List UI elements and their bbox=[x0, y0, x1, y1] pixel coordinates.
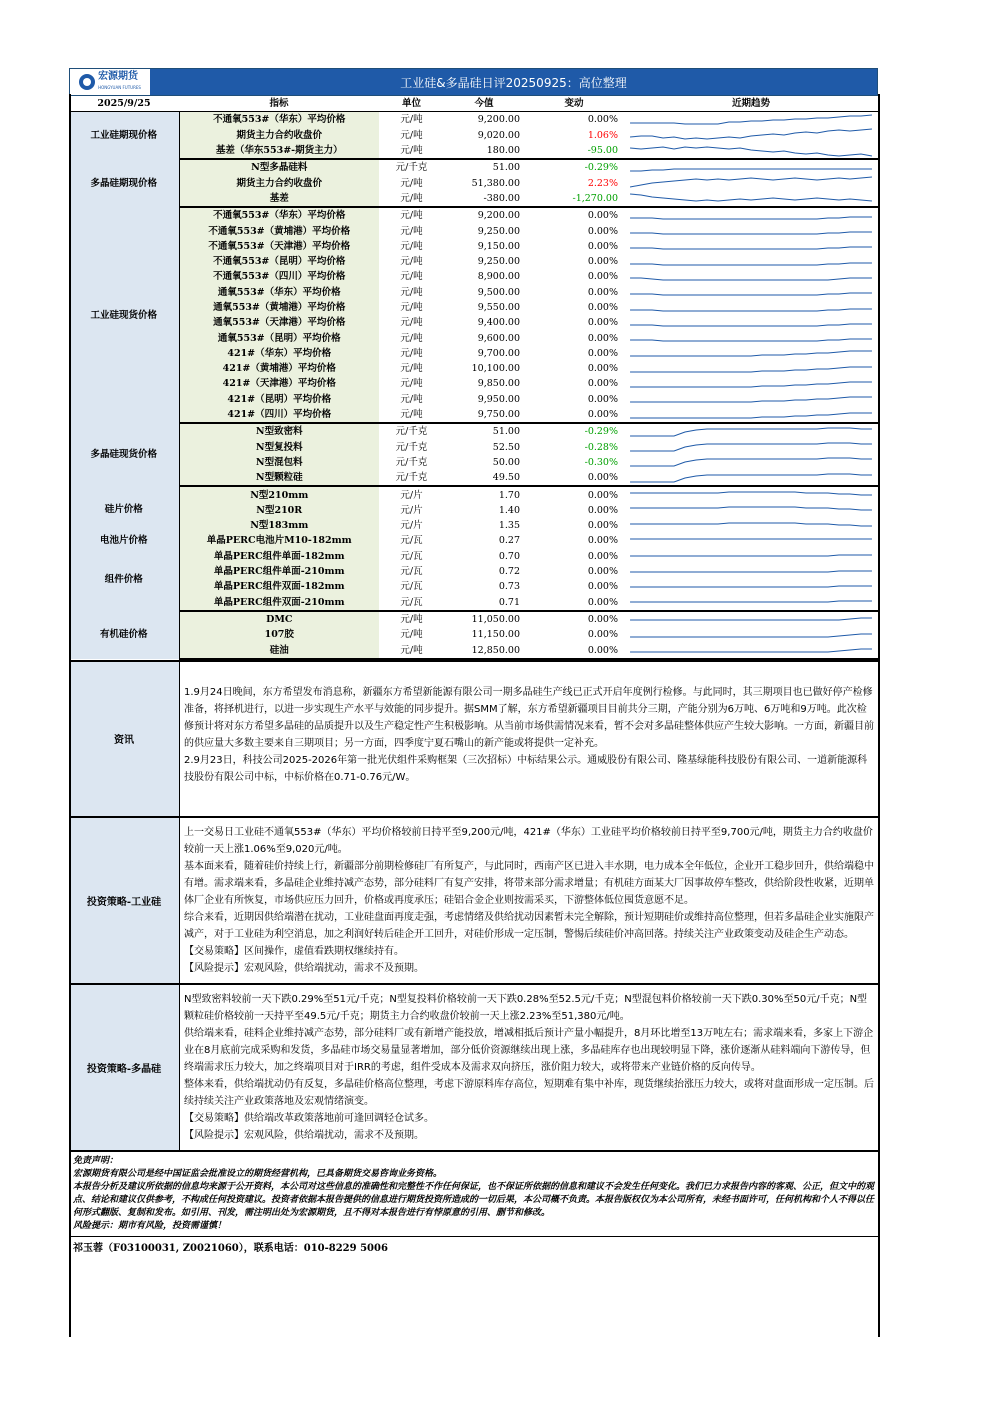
trend-sparkline bbox=[624, 518, 878, 533]
table-row bbox=[69, 549, 878, 564]
indicator-name: 单晶PERC组件单面-182mm bbox=[179, 549, 379, 564]
unit-cell: 元/吨 bbox=[400, 302, 423, 313]
trend-line bbox=[630, 367, 872, 372]
value-cell: 51.00 bbox=[492, 426, 520, 438]
category-label: 硅片价格 bbox=[69, 486, 179, 533]
unit-cell: 元/吨 bbox=[400, 393, 423, 405]
trend-sparkline bbox=[624, 440, 878, 455]
change-cell: 0.00% bbox=[587, 629, 618, 641]
indicator-name: 硅油 bbox=[179, 642, 379, 658]
change-cell: 0.00% bbox=[587, 613, 618, 625]
section-body bbox=[180, 818, 878, 983]
category-label: 多晶硅期现价格 bbox=[69, 159, 179, 207]
trend-line bbox=[630, 397, 872, 402]
table-row bbox=[69, 128, 878, 143]
value-cell: 12,850.00 bbox=[444, 642, 524, 658]
indicator-name: 单晶PERC组件单面-210mm bbox=[179, 564, 379, 579]
section-body bbox=[180, 662, 878, 816]
unit-cell: 元/吨 bbox=[400, 271, 423, 283]
table-row bbox=[69, 642, 878, 658]
trend-line bbox=[630, 413, 872, 418]
change-cell: -1,270.00 bbox=[524, 191, 624, 207]
trend-sparkline bbox=[624, 595, 878, 611]
value-cell: 9,200.00 bbox=[477, 210, 520, 222]
trend-sparkline bbox=[624, 392, 878, 407]
header-date: 2025/9/25 bbox=[69, 96, 179, 112]
change-cell: 0.00% bbox=[587, 240, 618, 252]
unit-cell: 元/吨 bbox=[400, 256, 423, 268]
indicator-name: N型颗粒硅 bbox=[179, 470, 379, 486]
trend-line bbox=[630, 293, 872, 295]
value-cell: 9,550.00 bbox=[477, 302, 520, 313]
change-cell: 0.00% bbox=[587, 225, 618, 237]
report-header bbox=[69, 68, 878, 96]
text-sections bbox=[69, 660, 878, 1152]
change-cell: 0.00% bbox=[587, 347, 618, 359]
trend-line bbox=[630, 492, 872, 495]
trend-line bbox=[630, 382, 872, 387]
change-cell: 0.00% bbox=[587, 210, 618, 222]
indicator-name: 421#（华东）平均价格 bbox=[179, 346, 379, 361]
price-table bbox=[69, 96, 878, 660]
unit-cell: 元/瓦 bbox=[400, 550, 423, 562]
trend-line bbox=[630, 247, 872, 249]
change-cell: -0.29% bbox=[584, 426, 618, 438]
table-row bbox=[69, 285, 878, 300]
header-change: 变动 bbox=[524, 96, 624, 112]
indicator-name: 通氧553#（黄埔港）平均价格 bbox=[179, 300, 379, 315]
table-row bbox=[69, 503, 878, 518]
trend-line bbox=[630, 507, 872, 510]
value-cell: 0.73 bbox=[498, 581, 520, 593]
trend-line bbox=[630, 428, 872, 436]
trend-sparkline bbox=[624, 223, 878, 238]
trend-sparkline bbox=[624, 128, 878, 143]
trend-sparkline bbox=[624, 579, 878, 594]
table-row bbox=[69, 595, 878, 611]
change-cell: -0.28% bbox=[584, 441, 618, 453]
value-cell: 1.70 bbox=[498, 489, 520, 501]
table-row bbox=[69, 579, 878, 594]
indicator-name: 单晶PERC电池片M10-182mm bbox=[179, 533, 379, 548]
unit-cell: 元/瓦 bbox=[400, 535, 423, 547]
unit-cell: 元/吨 bbox=[400, 240, 423, 252]
unit-cell: 元/吨 bbox=[400, 332, 423, 344]
section-paragraph: 基本面来看，随着硅价持续上行，新疆部分前期检修硅厂有所复产，与此同时，西南产区已进入丰水期，电力成本全年低位，企业开工稳步回升，供给端稳中有增。需求端来看，多晶硅企业维持减产态势，部分硅料厂有复产安排，将带来部分需求增量；有机硅方面某大厂因事故停车整改，供给阶段性收紧，近期单体厂企业有所恢复，市场供应压力回升，价格或再度承压；硅铝合金企业则按需采买，下游整体低位囤货意愿不足。 bbox=[184, 860, 874, 906]
value-cell: 9,700.00 bbox=[477, 347, 520, 359]
section-paragraph: 综合来看，近期因供给端潜在扰动，工业硅盘面再度走强，考虑情绪及供给扰动因素暂未完全解除，预计短期硅价或维持高位整理，但若多晶硅企业实施限产减产，对于工业硅为利空消息，加之利润好转后硅企开工回升，对硅价形成一定压制，警惕后续硅价冲高回落。持续关注产业政策变动及硅企生产动态。 bbox=[184, 911, 874, 940]
unit-cell: 元/千克 bbox=[395, 456, 428, 468]
trend-line bbox=[630, 458, 872, 466]
header-trend: 近期趋势 bbox=[624, 96, 878, 112]
unit-cell: 元/吨 bbox=[400, 129, 423, 141]
trend-sparkline bbox=[624, 423, 878, 439]
table-row bbox=[69, 470, 878, 486]
section-paragraph: N型致密料较前一天下跌0.29%至51元/千克；N型复投料价格较前一天下跌0.28%至52.5元/千克；N型混包料价格较前一天下跌0.30%至50元/千克；N型颗粒硅价格较前一天持平至49.5元/千克；期货主力合约收盘价较前一天上涨2.23%至51,380元/吨。 bbox=[184, 993, 868, 1022]
change-cell: 0.00% bbox=[587, 271, 618, 283]
table-row bbox=[69, 518, 878, 533]
indicator-name: N型210mm bbox=[179, 486, 379, 502]
trend-sparkline bbox=[624, 346, 878, 361]
trend-sparkline bbox=[624, 627, 878, 642]
value-cell: 180.00 bbox=[444, 143, 524, 159]
indicator-name: N型致密料 bbox=[179, 423, 379, 439]
value-cell: 0.72 bbox=[498, 566, 520, 578]
indicator-name: 基差（华东553#-期货主力） bbox=[179, 143, 379, 159]
trend-line bbox=[630, 147, 872, 156]
category-label: 多晶硅现货价格 bbox=[69, 423, 179, 486]
table-row bbox=[69, 239, 878, 254]
table-row bbox=[69, 207, 878, 223]
category-label: 电池片价格 bbox=[69, 533, 179, 548]
trend-sparkline bbox=[624, 533, 878, 548]
table-row bbox=[69, 407, 878, 423]
trend-line bbox=[630, 309, 872, 311]
value-cell: 9,500.00 bbox=[477, 286, 520, 298]
value-cell: 8,900.00 bbox=[477, 271, 520, 283]
indicator-name: 通氧553#（华东）平均价格 bbox=[179, 285, 379, 300]
unit-cell: 元/吨 bbox=[400, 378, 423, 390]
trend-sparkline bbox=[624, 470, 878, 486]
trend-line bbox=[630, 169, 872, 171]
value-cell: 9,950.00 bbox=[477, 393, 520, 405]
value-cell: 9,250.00 bbox=[477, 225, 520, 237]
value-cell: 9,850.00 bbox=[477, 378, 520, 390]
table-row bbox=[69, 269, 878, 284]
indicator-name: 421#（天津港）平均价格 bbox=[179, 376, 379, 391]
indicator-name: N型183mm bbox=[179, 518, 379, 533]
unit-cell: 元/吨 bbox=[379, 143, 444, 159]
change-cell: 0.00% bbox=[587, 378, 618, 390]
value-cell: -380.00 bbox=[444, 191, 524, 207]
change-cell: 0.00% bbox=[587, 317, 618, 329]
indicator-name: N型复投料 bbox=[179, 440, 379, 455]
change-cell: 0.00% bbox=[587, 256, 618, 268]
change-cell: 0.00% bbox=[587, 393, 618, 405]
section-paragraph: 【交易策略】供给端改革政策落地前可逢回调轻仓试多。 bbox=[184, 1112, 434, 1124]
value-cell: 9,600.00 bbox=[477, 332, 520, 344]
table-row bbox=[69, 191, 878, 207]
change-cell: 0.00% bbox=[587, 550, 618, 562]
table-row bbox=[69, 564, 878, 579]
trend-line bbox=[630, 523, 872, 526]
section-paragraph: 供给端来看，硅料企业维持减产态势，部分硅料厂或有新增产能投放，增减相抵后预计产量小幅提升，8月环比增至13万吨左右；需求端来看，多家上下游企业在8月底前完成采购和发货，多晶硅市场交易量显著增加，部分低价资源继续出现上涨，多晶硅库存也出现较明显下降，涨价逐渐从硅料端向下游传导，但终端需求压力较大，加之终端项目对于IRR的考虑，组件受成本及需求双向挤压，涨价阻力较大，或将带来产业链价格的反向传导。 bbox=[184, 1027, 874, 1073]
table-row bbox=[69, 376, 878, 391]
header-unit: 单位 bbox=[379, 96, 444, 112]
trend-line bbox=[630, 555, 872, 556]
category-label: 工业硅现货价格 bbox=[69, 207, 179, 423]
unit-cell: 元/千克 bbox=[395, 426, 428, 438]
trend-line bbox=[630, 115, 872, 124]
unit-cell: 元/吨 bbox=[400, 347, 423, 359]
report-title: 工业硅&多晶硅日评20250925：高位整理 bbox=[150, 69, 877, 95]
indicator-name: N型多晶硅料 bbox=[179, 159, 379, 175]
table-row bbox=[69, 315, 878, 330]
indicator-name: 不通氧553#（华东）平均价格 bbox=[179, 112, 379, 128]
trend-sparkline bbox=[624, 207, 878, 223]
indicator-name: 单晶PERC组件双面-182mm bbox=[179, 579, 379, 594]
table-row bbox=[69, 330, 878, 345]
section-paragraph: 1.9月24日晚间，东方希望发布消息称，新疆东方希望新能源有限公司一期多晶硅生产线已正式开启年度例行检修。与此同时，其三期项目也已做好停产检修准备，将择机进行，以进一步实现生产水平与效能的同步提升。据SMM了解，东方希望新疆项目目前共分三期，产能分别为6万吨、6万吨和9万吨。此次检修预计将对东方希望多晶硅的品质提升以及生产稳定性产生积极影响。从当前市场供需情况来看，暂不会对多晶硅整体供应产生较大影响。一方面，新疆目前的供应量大多数主要来自三期项目；另一方面，四季度宁夏石嘴山的新产能或将提供一定补充。 bbox=[184, 686, 874, 749]
indicator-name: 不通氧553#（黄埔港）平均价格 bbox=[179, 223, 379, 238]
value-cell: 9,250.00 bbox=[477, 256, 520, 268]
value-cell: 0.70 bbox=[498, 550, 520, 562]
table-row bbox=[69, 627, 878, 642]
change-cell: 0.00% bbox=[587, 520, 618, 532]
header-value: 今值 bbox=[444, 96, 524, 112]
unit-cell: 元/片 bbox=[400, 520, 423, 532]
trend-line bbox=[630, 601, 872, 602]
trend-line bbox=[630, 586, 872, 587]
header-indicator: 指标 bbox=[179, 96, 379, 112]
trend-line bbox=[630, 474, 872, 482]
table-row bbox=[69, 300, 878, 315]
text-section bbox=[69, 818, 878, 985]
value-cell: 9,400.00 bbox=[477, 317, 520, 329]
value-cell: 1.40 bbox=[498, 504, 520, 516]
unit-cell: 元/片 bbox=[400, 504, 423, 516]
company-logo bbox=[70, 69, 150, 95]
unit-cell: 元/吨 bbox=[400, 613, 423, 625]
unit-cell: 元/吨 bbox=[379, 191, 444, 207]
disclaimer-line: 本报告分析及建议所依据的信息均来源于公开资料，本公司对这些信息的准确性和完整性不作任何保证，也不保证所依据的信息和建议不会发生任何变化。我们已力求报告内容的客观、公正，但文中的观点、结论和建议仅供参考，不构成任何投资建议。投资者依据本报告提供的信息进行期货投资所造成的一切后果，本公司概不负责。本报告版权仅为本公司所有，未经书面许可，任何机构和个人不得以任何形式翻版、复制和发布。如引用、刊发，需注明出处为宏源期货，且不得对本报告进行有悖原意的引用、删节和修改。 bbox=[73, 1181, 875, 1218]
trend-line bbox=[630, 351, 872, 356]
change-cell: 0.00% bbox=[587, 363, 618, 375]
indicator-name: DMC bbox=[179, 611, 379, 627]
section-paragraph: 【交易策略】区间操作，虚值看跌期权继续持有。 bbox=[184, 945, 404, 957]
unit-cell: 元/瓦 bbox=[379, 595, 444, 611]
trend-line bbox=[630, 278, 872, 280]
table-row bbox=[69, 175, 878, 190]
trend-sparkline bbox=[624, 455, 878, 470]
trend-sparkline bbox=[624, 269, 878, 284]
contact-info: 祁玉蓉（F03100031, Z0021060），联系电话：010-8229 5006 bbox=[73, 1242, 388, 1254]
change-cell: 0.00% bbox=[524, 642, 624, 658]
table-row bbox=[69, 440, 878, 455]
change-cell: 0.00% bbox=[587, 286, 618, 298]
disclaimer bbox=[69, 1152, 878, 1237]
change-cell: 0.00% bbox=[587, 504, 618, 516]
section-label: 投资策略-多晶硅 bbox=[69, 985, 180, 1150]
value-cell: 10,100.00 bbox=[471, 363, 520, 375]
indicator-name: 不通氧553#（四川）平均价格 bbox=[179, 269, 379, 284]
indicator-name: N型混包料 bbox=[179, 455, 379, 470]
trend-sparkline bbox=[624, 254, 878, 269]
indicator-name: 单晶PERC组件双面-210mm bbox=[179, 595, 379, 611]
change-cell: 0.00% bbox=[587, 114, 618, 126]
unit-cell: 元/千克 bbox=[379, 470, 444, 486]
section-label: 投资策略-工业硅 bbox=[69, 818, 180, 983]
change-cell: -95.00 bbox=[524, 143, 624, 159]
trend-sparkline bbox=[624, 285, 878, 300]
disclaimer-line: 风险提示：期市有风险，投资需谨慎！ bbox=[73, 1220, 227, 1231]
indicator-name: 421#（昆明）平均价格 bbox=[179, 392, 379, 407]
unit-cell: 元/吨 bbox=[400, 225, 423, 237]
value-cell: 51,380.00 bbox=[471, 177, 520, 189]
table-row bbox=[69, 223, 878, 238]
change-cell: 0.00% bbox=[587, 332, 618, 344]
trend-sparkline bbox=[624, 486, 878, 502]
text-section bbox=[69, 662, 878, 818]
trend-line bbox=[630, 129, 872, 139]
table-row bbox=[69, 254, 878, 269]
table-row bbox=[69, 143, 878, 159]
disclaimer-title: 免责声明： bbox=[73, 1155, 119, 1166]
trend-sparkline bbox=[624, 503, 878, 518]
change-cell: 0.00% bbox=[587, 489, 618, 501]
logo-icon bbox=[79, 74, 95, 90]
unit-cell: 元/片 bbox=[400, 489, 423, 501]
change-cell: 0.00% bbox=[587, 581, 618, 593]
indicator-name: 通氧553#（昆明）平均价格 bbox=[179, 330, 379, 345]
value-cell: 0.71 bbox=[444, 595, 524, 611]
indicator-name: 107胶 bbox=[179, 627, 379, 642]
value-cell: 1.35 bbox=[498, 520, 520, 532]
indicator-name: 通氧553#（天津港）平均价格 bbox=[179, 315, 379, 330]
change-cell: 0.00% bbox=[587, 566, 618, 578]
change-cell: 0.00% bbox=[587, 535, 618, 547]
trend-sparkline bbox=[624, 112, 878, 128]
value-cell: 52.50 bbox=[492, 441, 520, 453]
trend-line bbox=[630, 339, 872, 341]
trend-sparkline bbox=[624, 191, 878, 207]
trend-line bbox=[630, 443, 872, 451]
value-cell: 9,750.00 bbox=[444, 407, 524, 423]
indicator-name: 不通氧553#（天津港）平均价格 bbox=[179, 239, 379, 254]
trend-sparkline bbox=[624, 549, 878, 564]
value-cell: 49.50 bbox=[444, 470, 524, 486]
unit-cell: 元/瓦 bbox=[400, 566, 423, 578]
change-cell: 0.00% bbox=[524, 470, 624, 486]
trend-line bbox=[630, 649, 872, 652]
trend-sparkline bbox=[624, 300, 878, 315]
section-paragraph: 整体来看，供给端扰动仍有反复，多晶硅价格高位整理，考虑下游原料库存高位，短期难有集中补库，现货继续抬涨压力较大，或将对盘面形成一定压制。后续持续关注产业政策落地及宏观情绪演变。 bbox=[184, 1078, 874, 1107]
trend-line bbox=[630, 177, 872, 187]
section-paragraph: 【风险提示】宏观风险，供给端扰动，需求不及预期。 bbox=[184, 962, 424, 974]
unit-cell: 元/吨 bbox=[400, 317, 423, 329]
unit-cell: 元/吨 bbox=[379, 642, 444, 658]
trend-line bbox=[630, 194, 872, 201]
unit-cell: 元/千克 bbox=[395, 162, 428, 174]
value-cell: 0.27 bbox=[498, 535, 520, 547]
unit-cell: 元/吨 bbox=[400, 177, 423, 189]
unit-cell: 元/吨 bbox=[400, 210, 423, 222]
disclaimer-line: 宏源期货有限公司是经中国证监会批准设立的期货经营机构，已具备期货交易咨询业务资格。 bbox=[73, 1168, 443, 1179]
value-cell: 9,150.00 bbox=[477, 240, 520, 252]
change-cell: 0.00% bbox=[524, 595, 624, 611]
indicator-name: 不通氧553#（华东）平均价格 bbox=[179, 207, 379, 223]
trend-line bbox=[630, 618, 872, 620]
unit-cell: 元/千克 bbox=[395, 441, 428, 453]
trend-sparkline bbox=[624, 330, 878, 345]
table-row bbox=[69, 455, 878, 470]
value-cell: 11,150.00 bbox=[471, 629, 520, 641]
section-label: 资讯 bbox=[69, 662, 180, 816]
unit-cell: 元/瓦 bbox=[400, 581, 423, 593]
trend-sparkline bbox=[624, 376, 878, 391]
table-row bbox=[69, 361, 878, 376]
table-row bbox=[69, 611, 878, 627]
value-cell: 9,020.00 bbox=[477, 129, 520, 141]
unit-cell: 元/吨 bbox=[400, 286, 423, 298]
unit-cell: 元/吨 bbox=[400, 114, 423, 126]
value-cell: 9,200.00 bbox=[477, 114, 520, 126]
table-row bbox=[69, 112, 878, 128]
change-cell: 1.06% bbox=[587, 129, 618, 141]
change-cell: 0.00% bbox=[524, 407, 624, 423]
indicator-name: 421#（四川）平均价格 bbox=[179, 407, 379, 423]
trend-sparkline bbox=[624, 361, 878, 376]
indicator-name: 期货主力合约收盘价 bbox=[179, 128, 379, 143]
value-cell: 11,050.00 bbox=[471, 613, 520, 625]
trend-line bbox=[630, 324, 872, 326]
trend-sparkline bbox=[624, 642, 878, 658]
table-row bbox=[69, 346, 878, 361]
category-label: 工业硅期现价格 bbox=[69, 112, 179, 159]
indicator-name: 基差 bbox=[179, 191, 379, 207]
value-cell: 51.00 bbox=[492, 162, 520, 174]
trend-sparkline bbox=[624, 159, 878, 175]
table-row bbox=[69, 423, 878, 439]
table-row bbox=[69, 392, 878, 407]
unit-cell: 元/吨 bbox=[379, 407, 444, 423]
trend-sparkline bbox=[624, 239, 878, 254]
section-paragraph: 2.9月23日，科技公司2025-2026年第一批光伏组件采购框架（三次招标）中标结果公示。通威股份有限公司、隆基绿能科技股份有限公司、一道新能源科技股份有限公司中标，中标价格在0.71-0.76元/W。 bbox=[184, 754, 868, 783]
section-body bbox=[180, 985, 878, 1150]
indicator-name: 421#（黄埔港）平均价格 bbox=[179, 361, 379, 376]
logo-text: 宏源期货 HONGYUAN FUTURES bbox=[98, 70, 141, 90]
change-cell: 0.00% bbox=[587, 302, 618, 313]
report-page bbox=[69, 68, 878, 1256]
trend-sparkline bbox=[624, 315, 878, 330]
trend-sparkline bbox=[624, 564, 878, 579]
trend-line bbox=[630, 634, 872, 637]
section-paragraph: 上一交易日工业硅不通氧553#（华东）平均价格较前日持平至9,200元/吨，421#（华东）工业硅平均价格较前日持平至9,700元/吨，期货主力合约收盘价较前一天上涨1.06%至9,020元/吨。 bbox=[184, 826, 873, 855]
trend-sparkline bbox=[624, 407, 878, 423]
trend-sparkline bbox=[624, 611, 878, 627]
unit-cell: 元/吨 bbox=[400, 363, 423, 375]
trend-sparkline bbox=[624, 143, 878, 159]
trend-line bbox=[630, 263, 872, 265]
indicator-name: 不通氧553#（昆明）平均价格 bbox=[179, 254, 379, 269]
trend-line bbox=[630, 217, 872, 219]
change-cell: -0.30% bbox=[584, 456, 618, 468]
table-header-row bbox=[69, 96, 878, 112]
section-paragraph: 【风险提示】宏观风险，供给端扰动，需求不及预期。 bbox=[184, 1129, 424, 1141]
change-cell: 2.23% bbox=[587, 177, 618, 189]
unit-cell: 元/吨 bbox=[400, 629, 423, 641]
category-label: 组件价格 bbox=[69, 549, 179, 611]
table-row bbox=[69, 486, 878, 502]
change-cell: -0.29% bbox=[584, 162, 618, 174]
value-cell: 50.00 bbox=[492, 456, 520, 468]
indicator-name: 期货主力合约收盘价 bbox=[179, 175, 379, 190]
table-row bbox=[69, 533, 878, 548]
table-row bbox=[69, 159, 878, 175]
trend-line bbox=[630, 571, 872, 572]
category-label: 有机硅价格 bbox=[69, 611, 179, 659]
trend-line bbox=[630, 232, 872, 234]
trend-sparkline bbox=[624, 175, 878, 190]
text-section bbox=[69, 985, 878, 1152]
indicator-name: N型210R bbox=[179, 503, 379, 518]
